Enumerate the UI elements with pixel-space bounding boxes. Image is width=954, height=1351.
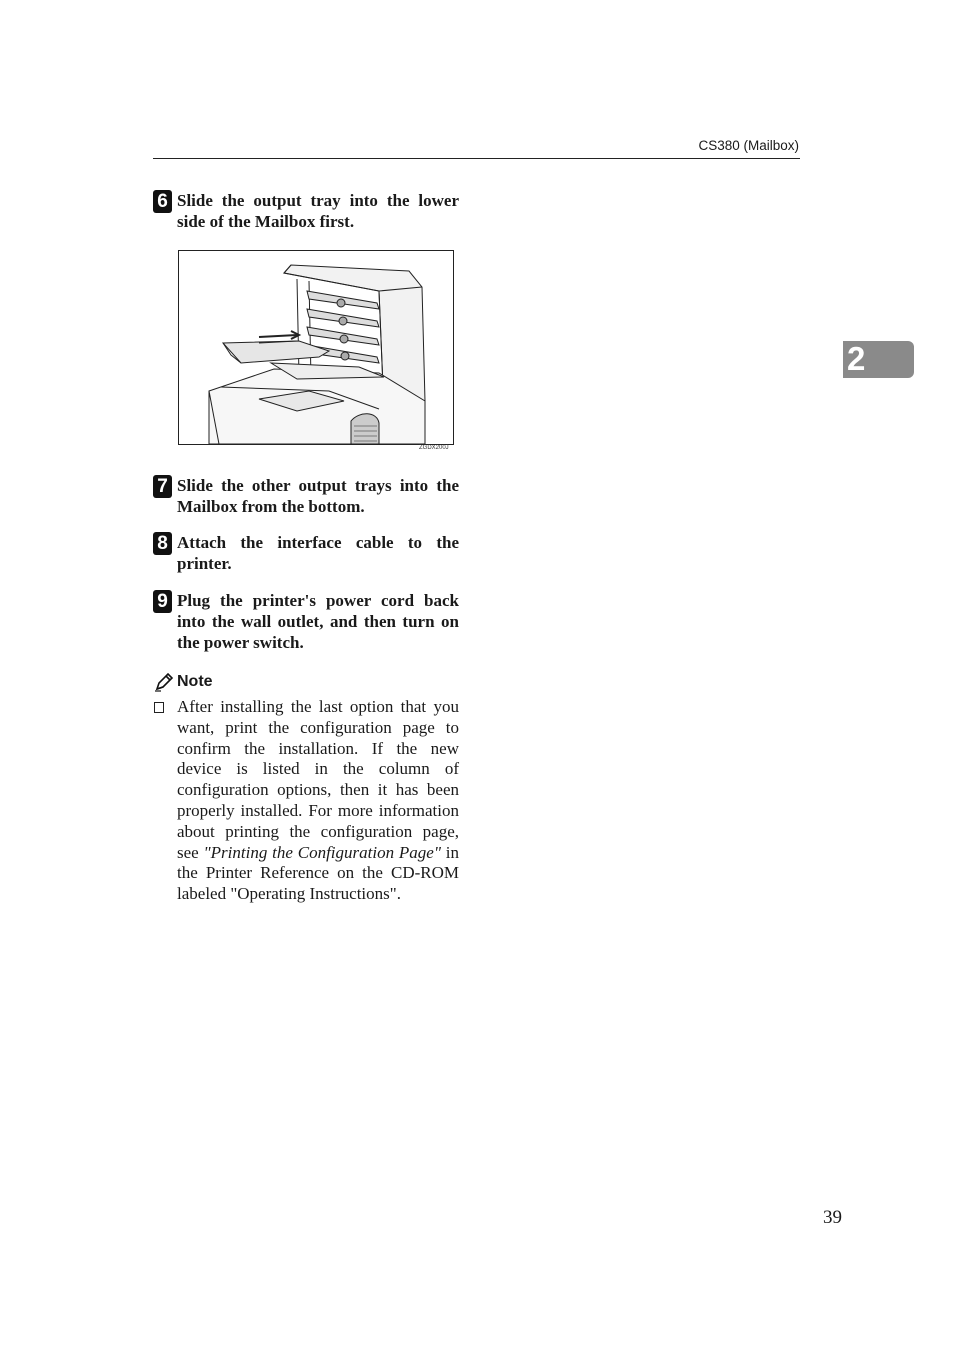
- step-number-badge: 7: [153, 475, 172, 498]
- note-item: [153, 697, 459, 905]
- printer-mailbox-illustration: [178, 250, 454, 445]
- step-number-badge: 9: [153, 590, 172, 613]
- reference-link: "Printing the Configuration Page": [203, 842, 441, 862]
- step-text: Slide the other output trays into the Mailbox from the bottom.: [177, 476, 459, 516]
- step-9: [153, 590, 459, 653]
- checkbox-bullet-icon: [154, 702, 164, 713]
- step-number-badge: 6: [153, 190, 172, 213]
- note-heading: [153, 671, 213, 693]
- note-text-before: After installing the last option that you want, print the configuration page to confirm the installation. If the new device is listed in the column of configuration options, then it has been properly installed. For more information about printing the configuration page, see: [177, 697, 459, 862]
- step-8: [153, 532, 459, 574]
- note-label: Note: [177, 673, 213, 690]
- header-rule: [153, 158, 800, 159]
- step-text: Slide the output tray into the lower side of the Mailbox first.: [177, 191, 459, 231]
- printer-mailbox-drawing: [179, 251, 453, 444]
- step-text: Attach the interface cable to the printer.: [177, 533, 459, 573]
- note-text: [177, 697, 459, 905]
- step-7: [153, 475, 459, 517]
- chapter-tab: [843, 341, 914, 378]
- figure-code: ZGDX200J: [419, 445, 449, 451]
- pencil-icon: [153, 671, 175, 693]
- step-number-badge: 8: [153, 532, 172, 555]
- step-6: [153, 190, 459, 232]
- running-header: CS380 (Mailbox): [698, 138, 799, 153]
- chapter-number: 2: [847, 340, 866, 377]
- note-text-after: in the Printer Reference on the CD-ROM labeled "Operating Instructions".: [177, 842, 459, 904]
- page-number: 39: [823, 1207, 842, 1228]
- step-text: Plug the printer's power cord back into the wall outlet, and then turn on the power switch.: [177, 591, 459, 652]
